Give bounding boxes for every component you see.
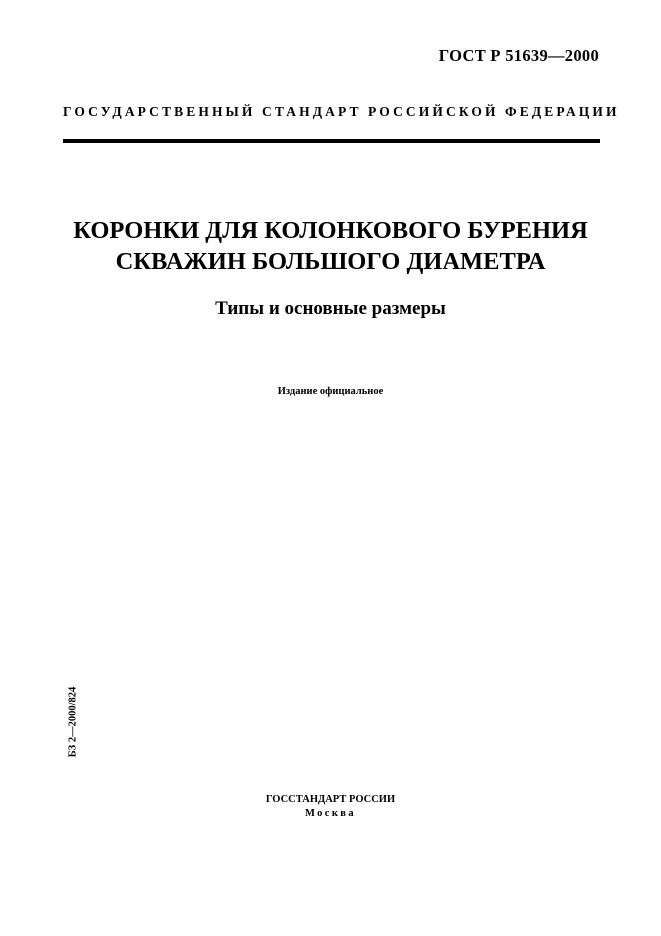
- document-subtitle: Типы и основные размеры: [215, 298, 446, 319]
- document-title: [40, 215, 621, 277]
- edition-note: Издание официальное: [277, 386, 384, 397]
- side-publication-code: БЗ 2—2000/824: [67, 686, 79, 758]
- publisher-name: ГОССТАНДАРТ РОССИИ: [265, 794, 396, 805]
- header-divider: [63, 139, 600, 143]
- publisher-city: Москва: [304, 808, 357, 819]
- title-line-2: СКВАЖИН БОЛЬШОГО ДИАМЕТРА: [115, 248, 546, 275]
- title-line-1: КОРОНКИ ДЛЯ КОЛОНКОВОГО БУРЕНИЯ: [73, 217, 588, 244]
- standard-type-header: ГОСУДАРСТВЕННЫЙ СТАНДАРТ РОССИЙСКОЙ ФЕДЕРАЦИИ: [63, 104, 620, 119]
- document-number: ГОСТ Р 51639—2000: [438, 46, 599, 65]
